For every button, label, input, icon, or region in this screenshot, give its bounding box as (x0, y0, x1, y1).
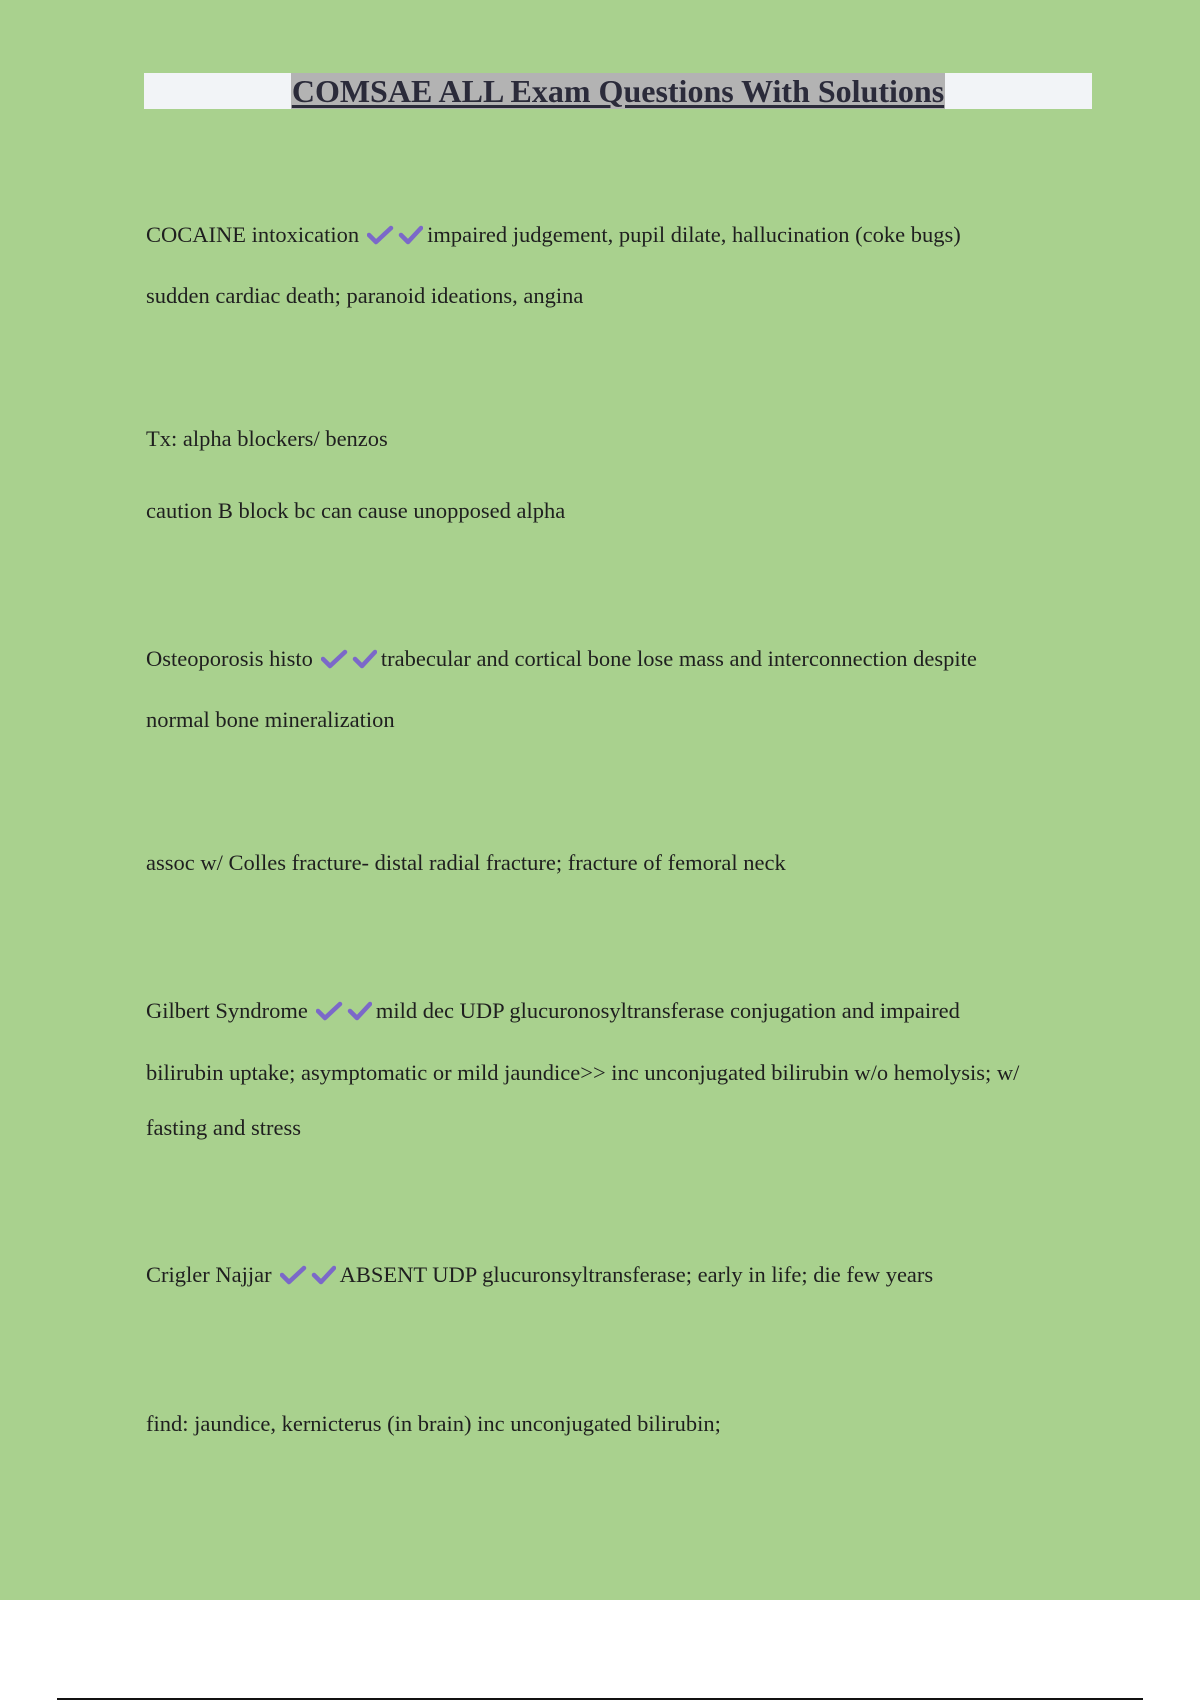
entry-gilbert-question (146, 997, 960, 1029)
double-check-icon (367, 224, 423, 253)
entry-cocaine-question (146, 221, 961, 253)
entry-term: Crigler Najjar (146, 1262, 272, 1287)
entry-answer: ABSENT UDP glucuronsyltransferase; early in life; die few years (339, 1262, 934, 1287)
entry-osteoporosis-question (146, 645, 977, 677)
entry-crigler-findings: find: jaundice, kernicterus (in brain) inc unconjugated bilirubin; (146, 1411, 721, 1436)
document-title: COMSAE ALL Exam Questions With Solutions (291, 73, 945, 109)
entry-cocaine-answer-continued: sudden cardiac death; paranoid ideations, angina (146, 283, 584, 308)
entry-answer: impaired judgement, pupil dilate, hallucination (coke bugs) (427, 222, 961, 247)
entry-gilbert-answer-continued-2: fasting and stress (146, 1115, 301, 1140)
entry-gilbert-answer-continued: bilirubin uptake; asymptomatic or mild jaundice>> inc unconjugated bilirubin w/o hemolysis; w/ (146, 1060, 1020, 1085)
entry-osteoporosis-answer-continued: normal bone mineralization (146, 707, 395, 732)
double-check-icon (316, 1000, 372, 1029)
entry-osteoporosis-association: assoc w/ Colles fracture- distal radial fracture; fracture of femoral neck (146, 850, 786, 875)
double-check-icon (280, 1264, 336, 1293)
entry-term: COCAINE intoxication (146, 222, 360, 247)
entry-term: Osteoporosis histo (146, 646, 313, 671)
entry-answer: trabecular and cortical bone lose mass and interconnection despite (380, 646, 977, 671)
entry-crigler-question (146, 1261, 933, 1293)
title-bar (144, 73, 1092, 109)
double-check-icon (321, 648, 377, 677)
entry-cocaine-caution: caution B block bc can cause unopposed alpha (146, 498, 566, 523)
entry-cocaine-treatment: Tx: alpha blockers/ benzos (146, 426, 388, 451)
entry-answer: mild dec UDP glucuronosyltransferase conjugation and impaired (375, 998, 960, 1023)
entry-term: Gilbert Syndrome (146, 998, 308, 1023)
